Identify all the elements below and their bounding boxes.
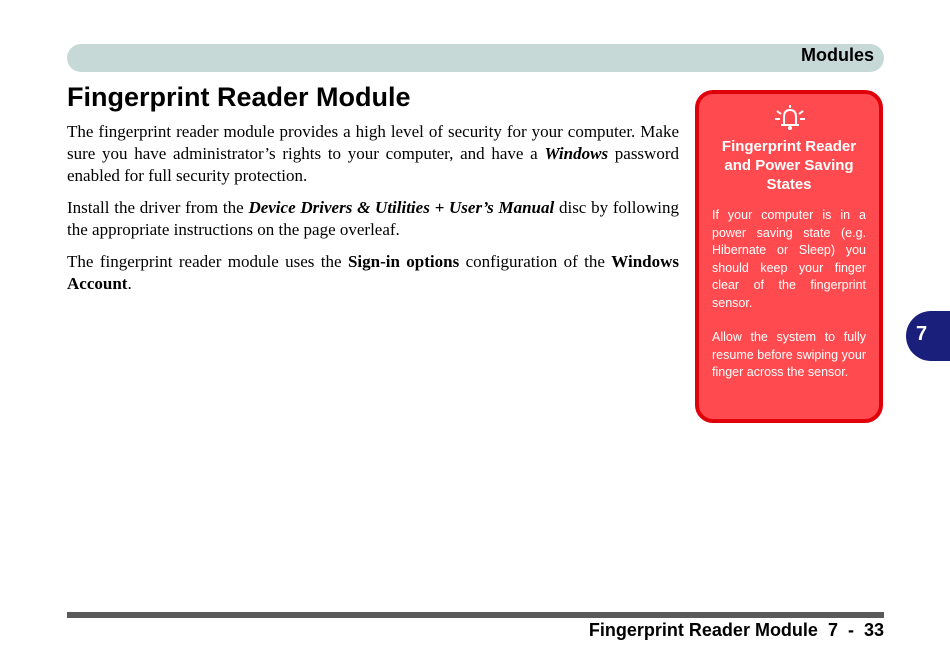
text-span: password enabled for full security protection. [67,144,679,185]
text-span: The fingerprint reader module uses the [67,252,348,271]
note-body [712,207,866,399]
paragraph-2 [67,197,679,241]
chapter-tab [906,311,950,361]
text-span: Install the driver from the [67,198,249,217]
windows-emphasis: Windows [544,144,609,163]
text-span: The fingerprint reader module provides a high level of security for your computer. Make sure you have administrator’s rights to your computer, and have a [67,122,679,163]
paragraph-1 [67,121,679,187]
header-bar [67,44,884,72]
text-span: . [127,274,132,293]
disc-name: Device Drivers & Utilities + User’s Manual [248,198,555,217]
warning-bell-icon [773,103,807,133]
note-paragraph-1: If your computer is in a power saving state (e.g. Hibernate or Sleep) you should keep your finger clear of the fingerprint sensor. [712,208,866,310]
footer-divider [67,612,884,618]
footer [589,620,884,641]
power-saving-note [695,90,883,423]
body-text [67,121,679,305]
text-span: disc by following the appropriate instructions on the page overleaf. [67,198,679,239]
section-title: Modules [800,45,874,65]
sign-in-options: Sign-in options [347,252,460,271]
windows-account: Windows Account [67,252,680,293]
page-title: Fingerprint Reader Module [67,82,411,112]
note-title: Fingerprint Reader and Power Saving States [721,138,857,193]
footer-label: Fingerprint Reader Module [588,620,818,640]
page-number: 7 - 33 [827,620,884,640]
text-span: configuration of the [459,252,612,271]
paragraph-3 [67,251,679,295]
chapter-number: 7 [916,323,928,345]
note-paragraph-2: Allow the system to fully resume before swiping your finger across the sensor. [712,330,866,379]
